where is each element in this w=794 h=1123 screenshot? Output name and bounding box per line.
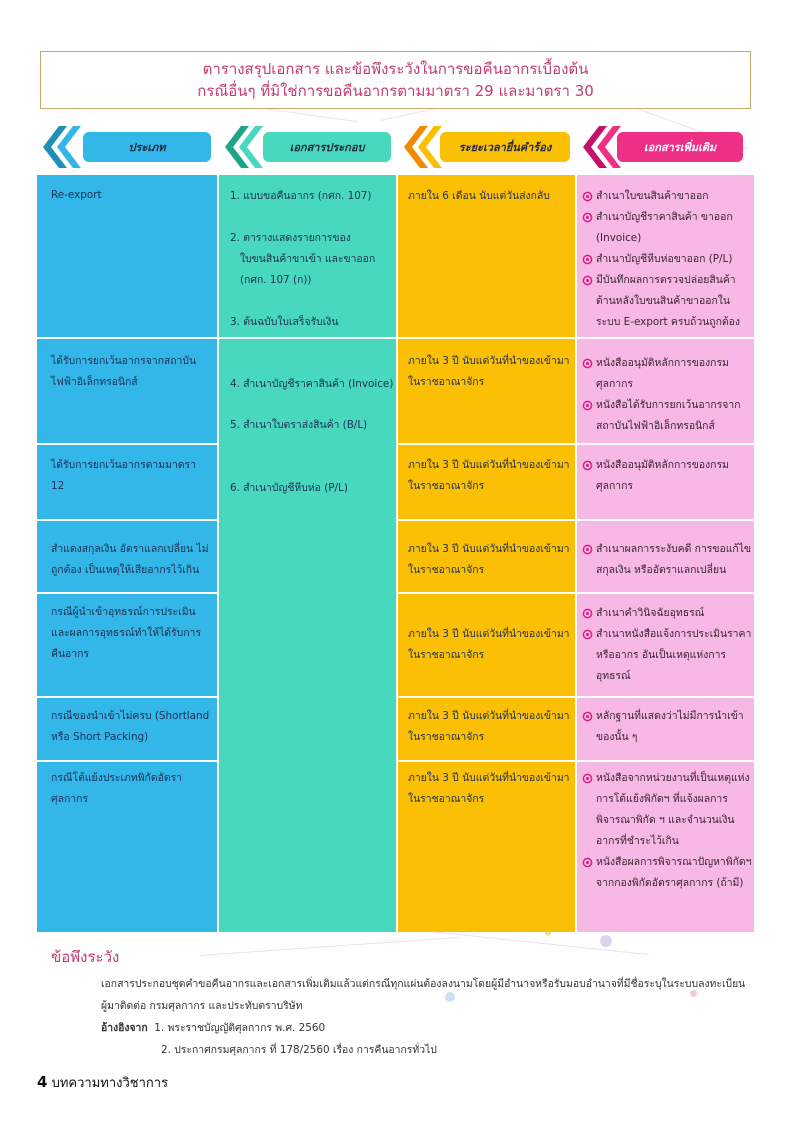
row-divider — [37, 696, 217, 698]
gear-bullet-icon — [582, 254, 593, 265]
type-cell: กรณีของนำเข้าไม่ครบ (Shortland หรือ Short Packing) — [51, 710, 210, 743]
document-item: 5. สำเนาใบตราส่งสินค้า (B/L) — [230, 419, 368, 431]
gear-bullet-icon — [582, 857, 593, 868]
column-additional — [577, 175, 754, 932]
row-divider — [219, 337, 396, 339]
reference-label: อ้างอิงจาก — [101, 1022, 148, 1034]
gear-bullet-icon — [582, 400, 593, 411]
notes-heading: ข้อพึงระวัง — [51, 948, 120, 966]
header-period — [398, 124, 575, 170]
additional-item: สำเนาบัญชีราคาสินค้า ขาออก (Invoice) — [582, 207, 754, 249]
period-cell: ภายใน 3 ปี นับแต่วันที่นำของเข้ามาในราชอาณาจักร — [408, 710, 570, 743]
column-type — [37, 175, 217, 932]
gear-bullet-icon — [582, 275, 593, 286]
additional-item: หลักฐานที่แสดงว่าไม่มีการนำเข้าของนั้น ๆ — [582, 706, 754, 748]
row-divider — [37, 760, 217, 762]
additional-group — [582, 353, 754, 437]
gear-bullet-icon — [582, 460, 593, 471]
document-item: 4. สำเนาบัญชีราคาสินค้า (Invoice) — [230, 378, 394, 390]
gear-bullet-icon — [582, 212, 593, 223]
additional-item: มีบันทึกผลการตรวจปล่อยสินค้าด้านหลังใบขนสินค้าขาออกในระบบ E-export ครบถ้วนถูกต้อง — [582, 270, 754, 333]
chevron-left-icon — [219, 124, 263, 170]
notes-body — [51, 973, 751, 1061]
header-documents-label: เอกสารประกอบ — [263, 132, 391, 162]
gear-bullet-icon — [582, 773, 593, 784]
header-type-label: ประเภท — [83, 132, 211, 162]
column-documents — [219, 175, 396, 932]
row-divider — [398, 592, 575, 594]
gear-bullet-icon — [582, 358, 593, 369]
row-divider — [577, 443, 754, 445]
additional-item: สำเนาบัญชีหีบห่อขาออก (P/L) — [582, 249, 754, 270]
row-divider — [398, 519, 575, 521]
additional-group — [582, 603, 754, 687]
row-divider — [37, 337, 217, 339]
notes-reference-1 — [51, 1017, 751, 1039]
document-item: (กศก. 107 (ก)) — [240, 274, 312, 286]
gear-bullet-icon — [582, 711, 593, 722]
row-divider — [37, 443, 217, 445]
gear-bullet-icon — [582, 629, 593, 640]
page-title-line-2: กรณีอื่นๆ ที่มิใช่การขอคืนอากรตามมาตรา 29 และมาตรา 30 — [197, 82, 594, 100]
type-cell: ได้รับการยกเว้นอากรตามมาตรา 12 — [51, 459, 196, 492]
gear-bullet-icon — [582, 191, 593, 202]
row-divider — [577, 519, 754, 521]
type-cell: ได้รับการยกเว้นอากรจากสถาบันไฟฟ้าอิเล็กทรอนิกส์ — [51, 355, 197, 388]
type-cell: สำแดงสกุลเงิน อัตราแลกเปลี่ยน ไม่ถูกต้อง เป็นเหตุให้เสียอากรไว้เกิน — [51, 543, 209, 576]
row-divider — [577, 696, 754, 698]
gear-bullet-icon — [582, 608, 593, 619]
title-box — [40, 51, 751, 109]
additional-group — [582, 706, 754, 748]
additional-item: หนังสือได้รับการยกเว้นอากรจากสถาบันไฟฟ้าอิเล็กทรอนิกส์ — [582, 395, 754, 437]
row-divider — [577, 760, 754, 762]
document-item: ใบขนสินค้าขาเข้า และขาออก — [240, 253, 376, 265]
header-additional — [577, 124, 754, 170]
row-divider — [398, 696, 575, 698]
additional-item: สำเนาหนังสือแจ้งการประเมินราคาหรืออากร อันเป็นเหตุแห่งการอุทธรณ์ — [582, 624, 754, 687]
gear-bullet-icon — [582, 544, 593, 555]
document-item: 2. ตารางแสดงรายการของ — [230, 232, 351, 244]
page-footer — [37, 1072, 168, 1093]
background-line — [420, 930, 649, 955]
chevron-left-icon — [577, 124, 621, 170]
page-number: 4 — [37, 1073, 48, 1091]
header-additional-label: เอกสารเพิ่มเติม — [617, 132, 743, 162]
period-cell: ภายใน 3 ปี นับแต่วันที่นำของเข้ามาในราชอาณาจักร — [408, 355, 570, 388]
period-cell: ภายใน 3 ปี นับแต่วันที่นำของเข้ามาในราชอาณาจักร — [408, 628, 570, 661]
type-cell: กรณีโต้แย้งประเภทพิกัดอัตราศุลกากร — [51, 772, 182, 805]
additional-group — [582, 768, 754, 894]
row-divider — [398, 760, 575, 762]
reference-item: 1. พระราชบัญญัติศุลกากร พ.ศ. 2560 — [154, 1022, 326, 1034]
additional-item: สำเนาใบขนสินค้าขาออก — [582, 186, 754, 207]
row-divider — [577, 592, 754, 594]
row-divider — [398, 337, 575, 339]
section-name: บทความทางวิชาการ — [51, 1076, 169, 1091]
additional-item: หนังสืออนุมัติหลักการของกรมศุลกากร — [582, 455, 754, 497]
header-period-label: ระยะเวลายื่นคำร้อง — [440, 132, 570, 162]
period-cell: ภายใน 3 ปี นับแต่วันที่นำของเข้ามาในราชอาณาจักร — [408, 543, 570, 576]
additional-item: หนังสืออนุมัติหลักการของกรมศุลกากร — [582, 353, 754, 395]
additional-group — [582, 539, 754, 581]
document-item: 6. สำเนาบัญชีหีบห่อ (P/L) — [230, 482, 348, 494]
notes-reference-2: 2. ประกาศกรมศุลกากร ที่ 178/2560 เรื่อง การคืนอากรทั่วไป — [161, 1044, 437, 1056]
header-documents — [219, 124, 396, 170]
additional-item: หนังสือผลการพิจารณาปัญหาพิกัดฯ จากกองพิกัดอัตราศุลกากร (ถ้ามี) — [582, 852, 754, 894]
period-cell: ภายใน 3 ปี นับแต่วันที่นำของเข้ามาในราชอาณาจักร — [408, 459, 570, 492]
header-type — [37, 124, 217, 170]
document-item: 1. แบบขอคืนอากร (กศก. 107) — [230, 190, 372, 202]
chevron-left-icon — [398, 124, 442, 170]
additional-item: สำเนาผลการระงับคดี การขอแก้ไขสกุลเงิน หรืออัตราแลกเปลี่ยน — [582, 539, 754, 581]
additional-group — [582, 455, 754, 497]
background-dot — [600, 935, 612, 947]
chevron-left-icon — [37, 124, 81, 170]
row-divider — [37, 519, 217, 521]
additional-item: สำเนาคำวินิจฉัยอุทธรณ์ — [582, 603, 754, 624]
period-cell: ภายใน 6 เดือน นับแต่วันส่งกลับ — [408, 190, 550, 202]
page-title-line-1: ตารางสรุปเอกสาร และข้อพึงระวังในการขอคืนอากรเบื้องต้น — [202, 60, 589, 78]
row-divider — [398, 443, 575, 445]
column-period — [398, 175, 575, 932]
type-cell: กรณีผู้นำเข้าอุทธรณ์การประเมินและผลการอุทธรณ์ทำให้ได้รับการคืนอากร — [51, 606, 201, 660]
period-cell: ภายใน 3 ปี นับแต่วันที่นำของเข้ามาในราชอาณาจักร — [408, 772, 570, 805]
notes-paragraph: เอกสารประกอบชุดคำขอคืนอากรและเอกสารเพิ่มเติมแล้วแต่กรณีทุกแผ่นต้องลงนามโดยผู้มีอำนาจหรือรับมอบอำนาจที่มีชื่อระบุในระบบลงทะเบียนผู้มาติดต่อ กรมศุลกากร และประทับตราบริษัท — [101, 978, 746, 1012]
type-cell: Re-export — [51, 189, 102, 201]
background-line — [200, 937, 459, 956]
row-divider — [37, 592, 217, 594]
additional-group — [582, 186, 754, 333]
row-divider — [577, 337, 754, 339]
additional-item: หนังสือจากหน่วยงานที่เป็นเหตุแห่งการโต้แย้งพิกัดฯ ที่แจ้งผลการพิจารณาพิกัด ฯ และจำนวนเงินอากรที่ชำระไว้เกิน — [582, 768, 754, 852]
document-item: 3. ต้นฉบับใบเสร็จรับเงิน — [230, 316, 339, 328]
